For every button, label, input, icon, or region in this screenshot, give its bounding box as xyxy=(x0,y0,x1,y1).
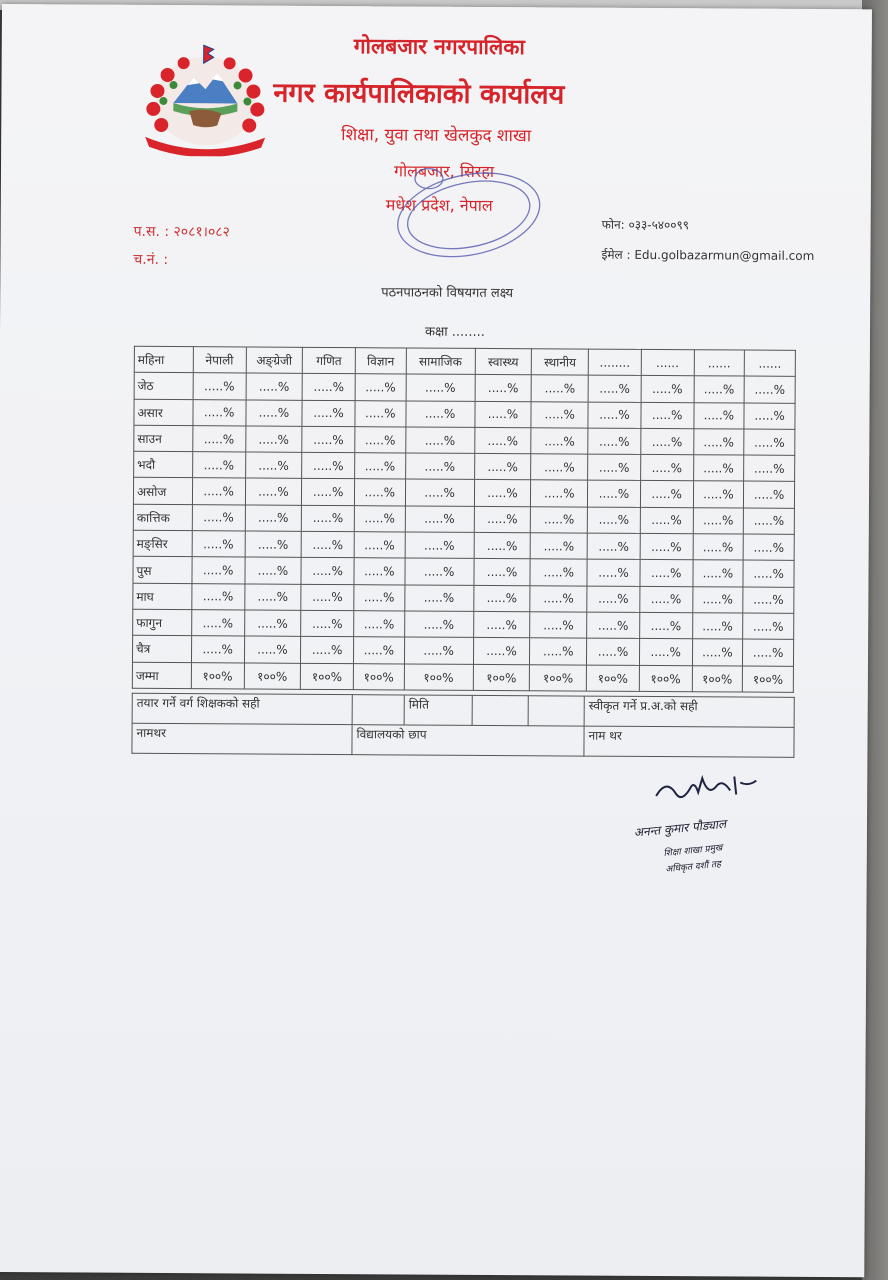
percent-cell: .....% xyxy=(587,507,640,534)
percent-cell: .....% xyxy=(743,639,794,666)
percent-cell: .....% xyxy=(694,376,745,403)
percent-cell: .....% xyxy=(245,505,302,532)
percent-cell: .....% xyxy=(531,401,588,428)
table-row xyxy=(134,452,795,482)
percent-cell: .....% xyxy=(744,455,795,482)
document-page xyxy=(0,4,872,1277)
handwritten-signature-icon xyxy=(652,768,762,809)
percent-cell: .....% xyxy=(404,611,473,638)
target-table xyxy=(132,346,796,693)
percent-cell: .....% xyxy=(693,429,744,456)
percent-cell: .....% xyxy=(531,428,588,455)
total-cell: १००% xyxy=(244,663,301,690)
percent-cell: .....% xyxy=(640,533,693,560)
percent-cell: .....% xyxy=(744,376,795,403)
province: मधेश प्रदेश, नेपाल xyxy=(385,195,493,216)
percent-cell: .....% xyxy=(355,453,406,480)
percent-cell: .....% xyxy=(743,508,794,535)
percent-cell: .....% xyxy=(744,482,795,509)
total-cell: १००% xyxy=(473,664,530,691)
table-row xyxy=(133,583,794,613)
percent-cell: .....% xyxy=(587,638,640,665)
name-label-2: नाम थर xyxy=(584,726,794,757)
percent-cell: .....% xyxy=(744,429,795,456)
address: गोलबजार, सिरहा xyxy=(393,161,495,182)
percent-cell: .....% xyxy=(245,426,302,453)
table-row xyxy=(133,530,794,560)
percent-cell: .....% xyxy=(692,586,743,613)
total-label: जम्मा xyxy=(132,662,191,689)
percent-cell: .....% xyxy=(692,639,743,666)
month-cell: पुस xyxy=(133,557,192,584)
table-row xyxy=(133,557,794,587)
office-name: नगर कार्यपालिकाको कार्यालय xyxy=(273,77,565,111)
total-row xyxy=(132,662,793,692)
percent-cell: .....% xyxy=(405,506,474,533)
percent-cell: .....% xyxy=(301,610,354,637)
percent-cell: .....% xyxy=(355,374,406,401)
percent-cell: .....% xyxy=(641,376,694,403)
percent-cell: .....% xyxy=(530,585,587,612)
total-cell: १००% xyxy=(301,663,354,690)
percent-cell: .....% xyxy=(302,479,355,506)
month-cell: मङ्सिर xyxy=(133,530,192,557)
percent-cell: .....% xyxy=(640,507,693,534)
month-cell: फागुन xyxy=(133,609,192,636)
table-header-cell: ........ xyxy=(588,349,641,376)
section-name: शिक्षा, युवा तथा खेलकुद शाखा xyxy=(341,125,532,147)
percent-cell: .....% xyxy=(474,427,531,454)
percent-cell: .....% xyxy=(474,532,531,559)
percent-cell: .....% xyxy=(588,375,641,402)
percent-cell: .....% xyxy=(354,505,405,532)
percent-cell: .....% xyxy=(192,478,245,505)
percent-cell: .....% xyxy=(302,505,355,532)
percent-cell: .....% xyxy=(587,533,640,560)
name-label: नामथर xyxy=(132,723,352,754)
percent-cell: .....% xyxy=(246,373,303,400)
total-cell: १००% xyxy=(586,665,639,692)
nepal-emblem-icon xyxy=(137,41,274,157)
percent-cell: .....% xyxy=(192,452,245,479)
total-cell: १००% xyxy=(353,663,404,690)
table-row xyxy=(132,636,793,666)
table-header-cell: ...... xyxy=(641,349,694,376)
percent-cell: .....% xyxy=(475,401,532,428)
percent-cell: .....% xyxy=(191,610,244,637)
percent-cell: .....% xyxy=(587,612,640,639)
percent-cell: .....% xyxy=(405,427,474,454)
document-subject: पठनपाठनको विषयगत लक्ष्य xyxy=(381,285,514,302)
percent-cell: .....% xyxy=(405,453,474,480)
percent-cell: .....% xyxy=(743,587,794,614)
approved-by-label: स्वीकृत गर्ने प्र.अ.को सही xyxy=(584,696,794,727)
percent-cell: .....% xyxy=(405,558,474,585)
percent-cell: .....% xyxy=(588,481,641,508)
percent-cell: .....% xyxy=(354,532,405,559)
percent-cell: .....% xyxy=(301,584,354,611)
percent-cell: .....% xyxy=(588,402,641,429)
municipality-name: गोलबजार नगरपालिका xyxy=(353,34,525,60)
percent-cell: .....% xyxy=(473,585,530,612)
percent-cell: .....% xyxy=(588,428,641,455)
percent-cell: .....% xyxy=(588,454,641,481)
percent-cell: .....% xyxy=(531,507,588,534)
percent-cell: .....% xyxy=(587,586,640,613)
percent-cell: .....% xyxy=(302,453,355,480)
table-header-row xyxy=(134,346,795,376)
signatory-name: अनन्त कुमार पौड्याल xyxy=(633,816,727,840)
percent-cell: .....% xyxy=(693,534,744,561)
table-header-cell: नेपाली xyxy=(193,347,246,374)
percent-cell: .....% xyxy=(692,613,743,640)
percent-cell: .....% xyxy=(244,584,301,611)
table-header-cell: ...... xyxy=(744,350,795,377)
signature-table xyxy=(131,693,794,758)
month-cell: चैत्र xyxy=(132,636,191,663)
percent-cell: .....% xyxy=(639,612,692,639)
reference-number: प.स. : २०८१।०८२ xyxy=(133,223,230,241)
percent-cell: .....% xyxy=(641,428,694,455)
percent-cell: .....% xyxy=(244,610,301,637)
percent-cell: .....% xyxy=(192,557,245,584)
table-row xyxy=(133,504,794,534)
percent-cell: .....% xyxy=(244,557,301,584)
percent-cell: .....% xyxy=(193,399,246,426)
table-header-cell: अङ्ग्रेजी xyxy=(246,347,303,374)
percent-cell: .....% xyxy=(245,531,302,558)
date-label: मिति xyxy=(404,695,472,725)
percent-cell: .....% xyxy=(355,400,406,427)
percent-cell: .....% xyxy=(405,532,474,559)
signatory-rank: अधिकृत दशौं तह xyxy=(665,859,722,876)
percent-cell: .....% xyxy=(192,531,245,558)
percent-cell: .....% xyxy=(640,560,693,587)
percent-cell: .....% xyxy=(404,637,473,664)
percent-cell: .....% xyxy=(193,373,246,400)
percent-cell: .....% xyxy=(244,636,301,663)
total-cell: १००% xyxy=(639,665,692,692)
month-cell: भदौ xyxy=(134,452,193,479)
month-cell: माघ xyxy=(133,583,192,610)
percent-cell: .....% xyxy=(193,426,246,453)
percent-cell: .....% xyxy=(475,375,532,402)
month-cell: साउन xyxy=(134,425,193,452)
class-label: कक्षा ........ xyxy=(424,324,485,340)
month-cell: कात्तिक xyxy=(133,504,192,531)
percent-cell: .....% xyxy=(640,455,693,482)
percent-cell: .....% xyxy=(639,639,692,666)
percent-cell: .....% xyxy=(354,479,405,506)
percent-cell: .....% xyxy=(641,402,694,429)
percent-cell: .....% xyxy=(693,455,744,482)
percent-cell: .....% xyxy=(405,479,474,506)
table-header-cell: स्थानीय xyxy=(532,349,589,376)
table-row xyxy=(134,373,795,403)
percent-cell: .....% xyxy=(245,452,302,479)
percent-cell: .....% xyxy=(302,400,355,427)
percent-cell: .....% xyxy=(692,560,743,587)
percent-cell: .....% xyxy=(530,533,587,560)
percent-cell: .....% xyxy=(245,400,302,427)
month-cell: असार xyxy=(134,399,193,426)
percent-cell: .....% xyxy=(693,402,744,429)
table-row xyxy=(133,478,794,508)
percent-cell: .....% xyxy=(693,481,744,508)
school-seal-label: विद्यालयको छाप xyxy=(352,725,584,756)
office-stamp-icon xyxy=(378,166,549,267)
percent-cell: .....% xyxy=(587,559,640,586)
prepared-by-label: तयार गर्ने वर्ग शिक्षकको सही xyxy=(132,693,352,724)
total-cell: १००% xyxy=(404,664,473,691)
table-header-cell: स्वास्थ्य xyxy=(475,348,532,375)
percent-cell: .....% xyxy=(406,374,475,401)
percent-cell: .....% xyxy=(530,612,587,639)
email: ईमेल : Edu.golbazarmun@gmail.com xyxy=(601,247,815,263)
dispatch-number: च.नं. : xyxy=(133,251,169,269)
table-header-cell: ...... xyxy=(694,350,745,377)
percent-cell: .....% xyxy=(640,586,693,613)
percent-cell: .....% xyxy=(530,559,587,586)
table-header-cell: विज्ञान xyxy=(355,348,406,375)
table-row xyxy=(134,425,795,455)
table-header-cell: गणित xyxy=(303,347,356,374)
percent-cell: .....% xyxy=(354,558,405,585)
total-cell: १००% xyxy=(692,665,743,692)
percent-cell: .....% xyxy=(301,637,354,664)
percent-cell: .....% xyxy=(743,613,794,640)
percent-cell: .....% xyxy=(301,531,354,558)
table-header-cell: सामाजिक xyxy=(406,348,475,375)
total-cell: १००% xyxy=(530,664,587,691)
percent-cell: .....% xyxy=(354,611,405,638)
percent-cell: .....% xyxy=(473,638,530,665)
percent-cell: .....% xyxy=(406,401,475,428)
percent-cell: .....% xyxy=(744,403,795,430)
month-cell: असोज xyxy=(133,478,192,505)
percent-cell: .....% xyxy=(301,558,354,585)
percent-cell: .....% xyxy=(474,506,531,533)
percent-cell: .....% xyxy=(530,638,587,665)
percent-cell: .....% xyxy=(531,454,588,481)
table-header-cell: महिना xyxy=(134,346,193,373)
percent-cell: .....% xyxy=(404,585,473,612)
percent-cell: .....% xyxy=(192,583,245,610)
percent-cell: .....% xyxy=(640,481,693,508)
percent-cell: .....% xyxy=(354,584,405,611)
percent-cell: .....% xyxy=(473,611,530,638)
percent-cell: .....% xyxy=(355,427,406,454)
table-row xyxy=(134,399,795,429)
signatory-title: शिक्षा शाखा प्रमुख xyxy=(663,843,723,859)
total-cell: १००% xyxy=(191,662,244,689)
percent-cell: .....% xyxy=(531,480,588,507)
percent-cell: .....% xyxy=(302,374,355,401)
month-cell: जेठ xyxy=(134,373,193,400)
percent-cell: .....% xyxy=(743,560,794,587)
percent-cell: .....% xyxy=(474,559,531,586)
percent-cell: .....% xyxy=(353,637,404,664)
percent-cell: .....% xyxy=(531,375,588,402)
percent-cell: .....% xyxy=(474,454,531,481)
percent-cell: .....% xyxy=(743,534,794,561)
percent-cell: .....% xyxy=(474,480,531,507)
percent-cell: .....% xyxy=(192,504,245,531)
percent-cell: .....% xyxy=(693,508,744,535)
total-cell: १००% xyxy=(743,666,794,693)
percent-cell: .....% xyxy=(302,426,355,453)
percent-cell: .....% xyxy=(245,478,302,505)
phone: फोन: ०३३-५४००९९ xyxy=(601,217,690,233)
percent-cell: .....% xyxy=(191,636,244,663)
table-row xyxy=(133,609,794,639)
